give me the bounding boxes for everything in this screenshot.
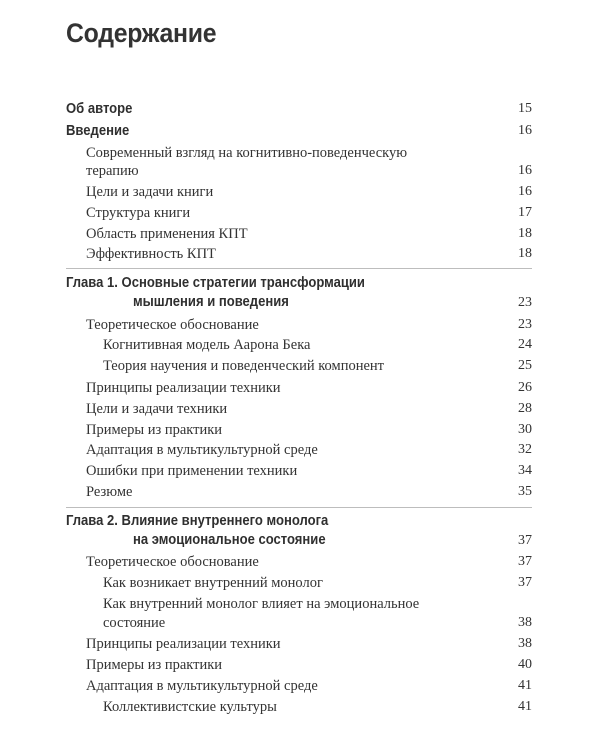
toc-entry-page: 37 [518, 575, 532, 590]
toc-entry-page: 28 [518, 401, 532, 416]
toc-entry-title: Современный взгляд на когнитивно-поведенческую [86, 145, 408, 161]
toc-entry-page: 37 [518, 533, 532, 548]
toc-entry-title: Глава 2. Влияние внутреннего монолога [66, 513, 329, 529]
toc-entry-page: 17 [518, 205, 532, 220]
toc-entry-page: 26 [518, 380, 532, 395]
toc-entry-page: 16 [518, 163, 532, 178]
toc-entry-page: 35 [518, 484, 532, 499]
toc-entry-page: 41 [518, 678, 532, 693]
toc-entry-page: 37 [518, 554, 532, 569]
toc-entry-title: Примеры из практики [86, 422, 223, 438]
toc-entry-page: 18 [518, 226, 532, 241]
toc-entry-title: Как внутренний монолог влияет на эмоциональное [103, 596, 420, 612]
toc-entry-page: 40 [518, 657, 532, 672]
section-divider [66, 507, 532, 508]
toc-entry-page: 34 [518, 463, 532, 478]
toc-entry-page: 25 [518, 358, 532, 373]
toc-entry-title-continued: состояние [103, 615, 166, 631]
toc-entry-title: Ошибки при применении техники [86, 463, 298, 479]
toc-entry-page: 18 [518, 246, 532, 261]
toc-entry-page: 32 [518, 442, 532, 457]
toc-entry-title: Когнитивная модель Аарона Бека [103, 337, 311, 353]
toc-entry-title: Теория научения и поведенческий компонент [103, 358, 384, 374]
toc-entry-page: 38 [518, 615, 532, 630]
toc-entry-title: Эффективность КПТ [86, 246, 216, 262]
toc-entry-title: Теоретическое обоснование [86, 554, 259, 570]
toc-entry-title-continued: терапию [86, 163, 139, 179]
toc-entry-page: 15 [518, 101, 532, 116]
toc-entry-title-continued: мышления и поведения [133, 294, 289, 310]
toc-entry-page: 16 [518, 123, 532, 138]
toc-entry-title: Цели и задачи книги [86, 184, 214, 200]
toc-entry-title: Принципы реализации техники [86, 636, 281, 652]
toc-entry-title: Адаптация в мультикультурной среде [86, 678, 318, 694]
toc-entry-title: Об авторе [66, 101, 133, 117]
toc-entry-title: Резюме [86, 484, 133, 500]
toc-entry-page: 24 [518, 337, 532, 352]
toc-entry-title: Глава 1. Основные стратегии трансформации [66, 275, 365, 291]
toc-entry-page: 41 [518, 699, 532, 714]
toc-entry-title: Как возникает внутренний монолог [103, 575, 323, 591]
toc-entry-title: Примеры из практики [86, 657, 223, 673]
toc-entry-page: 38 [518, 636, 532, 651]
toc-entry-page: 16 [518, 184, 532, 199]
section-divider [66, 268, 532, 269]
toc-entry-title: Область применения КПТ [86, 226, 248, 242]
toc-entry-page: 30 [518, 422, 532, 437]
toc-entry-title: Цели и задачи техники [86, 401, 228, 417]
toc-entry-title: Принципы реализации техники [86, 380, 281, 396]
toc-entry-title: Теоретическое обоснование [86, 317, 259, 333]
toc-entry-title-continued: на эмоциональное состояние [133, 532, 326, 548]
toc-entry-title: Структура книги [86, 205, 191, 221]
toc-entry-title: Адаптация в мультикультурной среде [86, 442, 318, 458]
toc-entry-title: Введение [66, 123, 130, 139]
page-title: Содержание [66, 18, 217, 48]
toc-entry-title: Коллективистские культуры [103, 699, 277, 715]
toc-entry-page: 23 [518, 295, 532, 310]
toc-entry-page: 23 [518, 317, 532, 332]
